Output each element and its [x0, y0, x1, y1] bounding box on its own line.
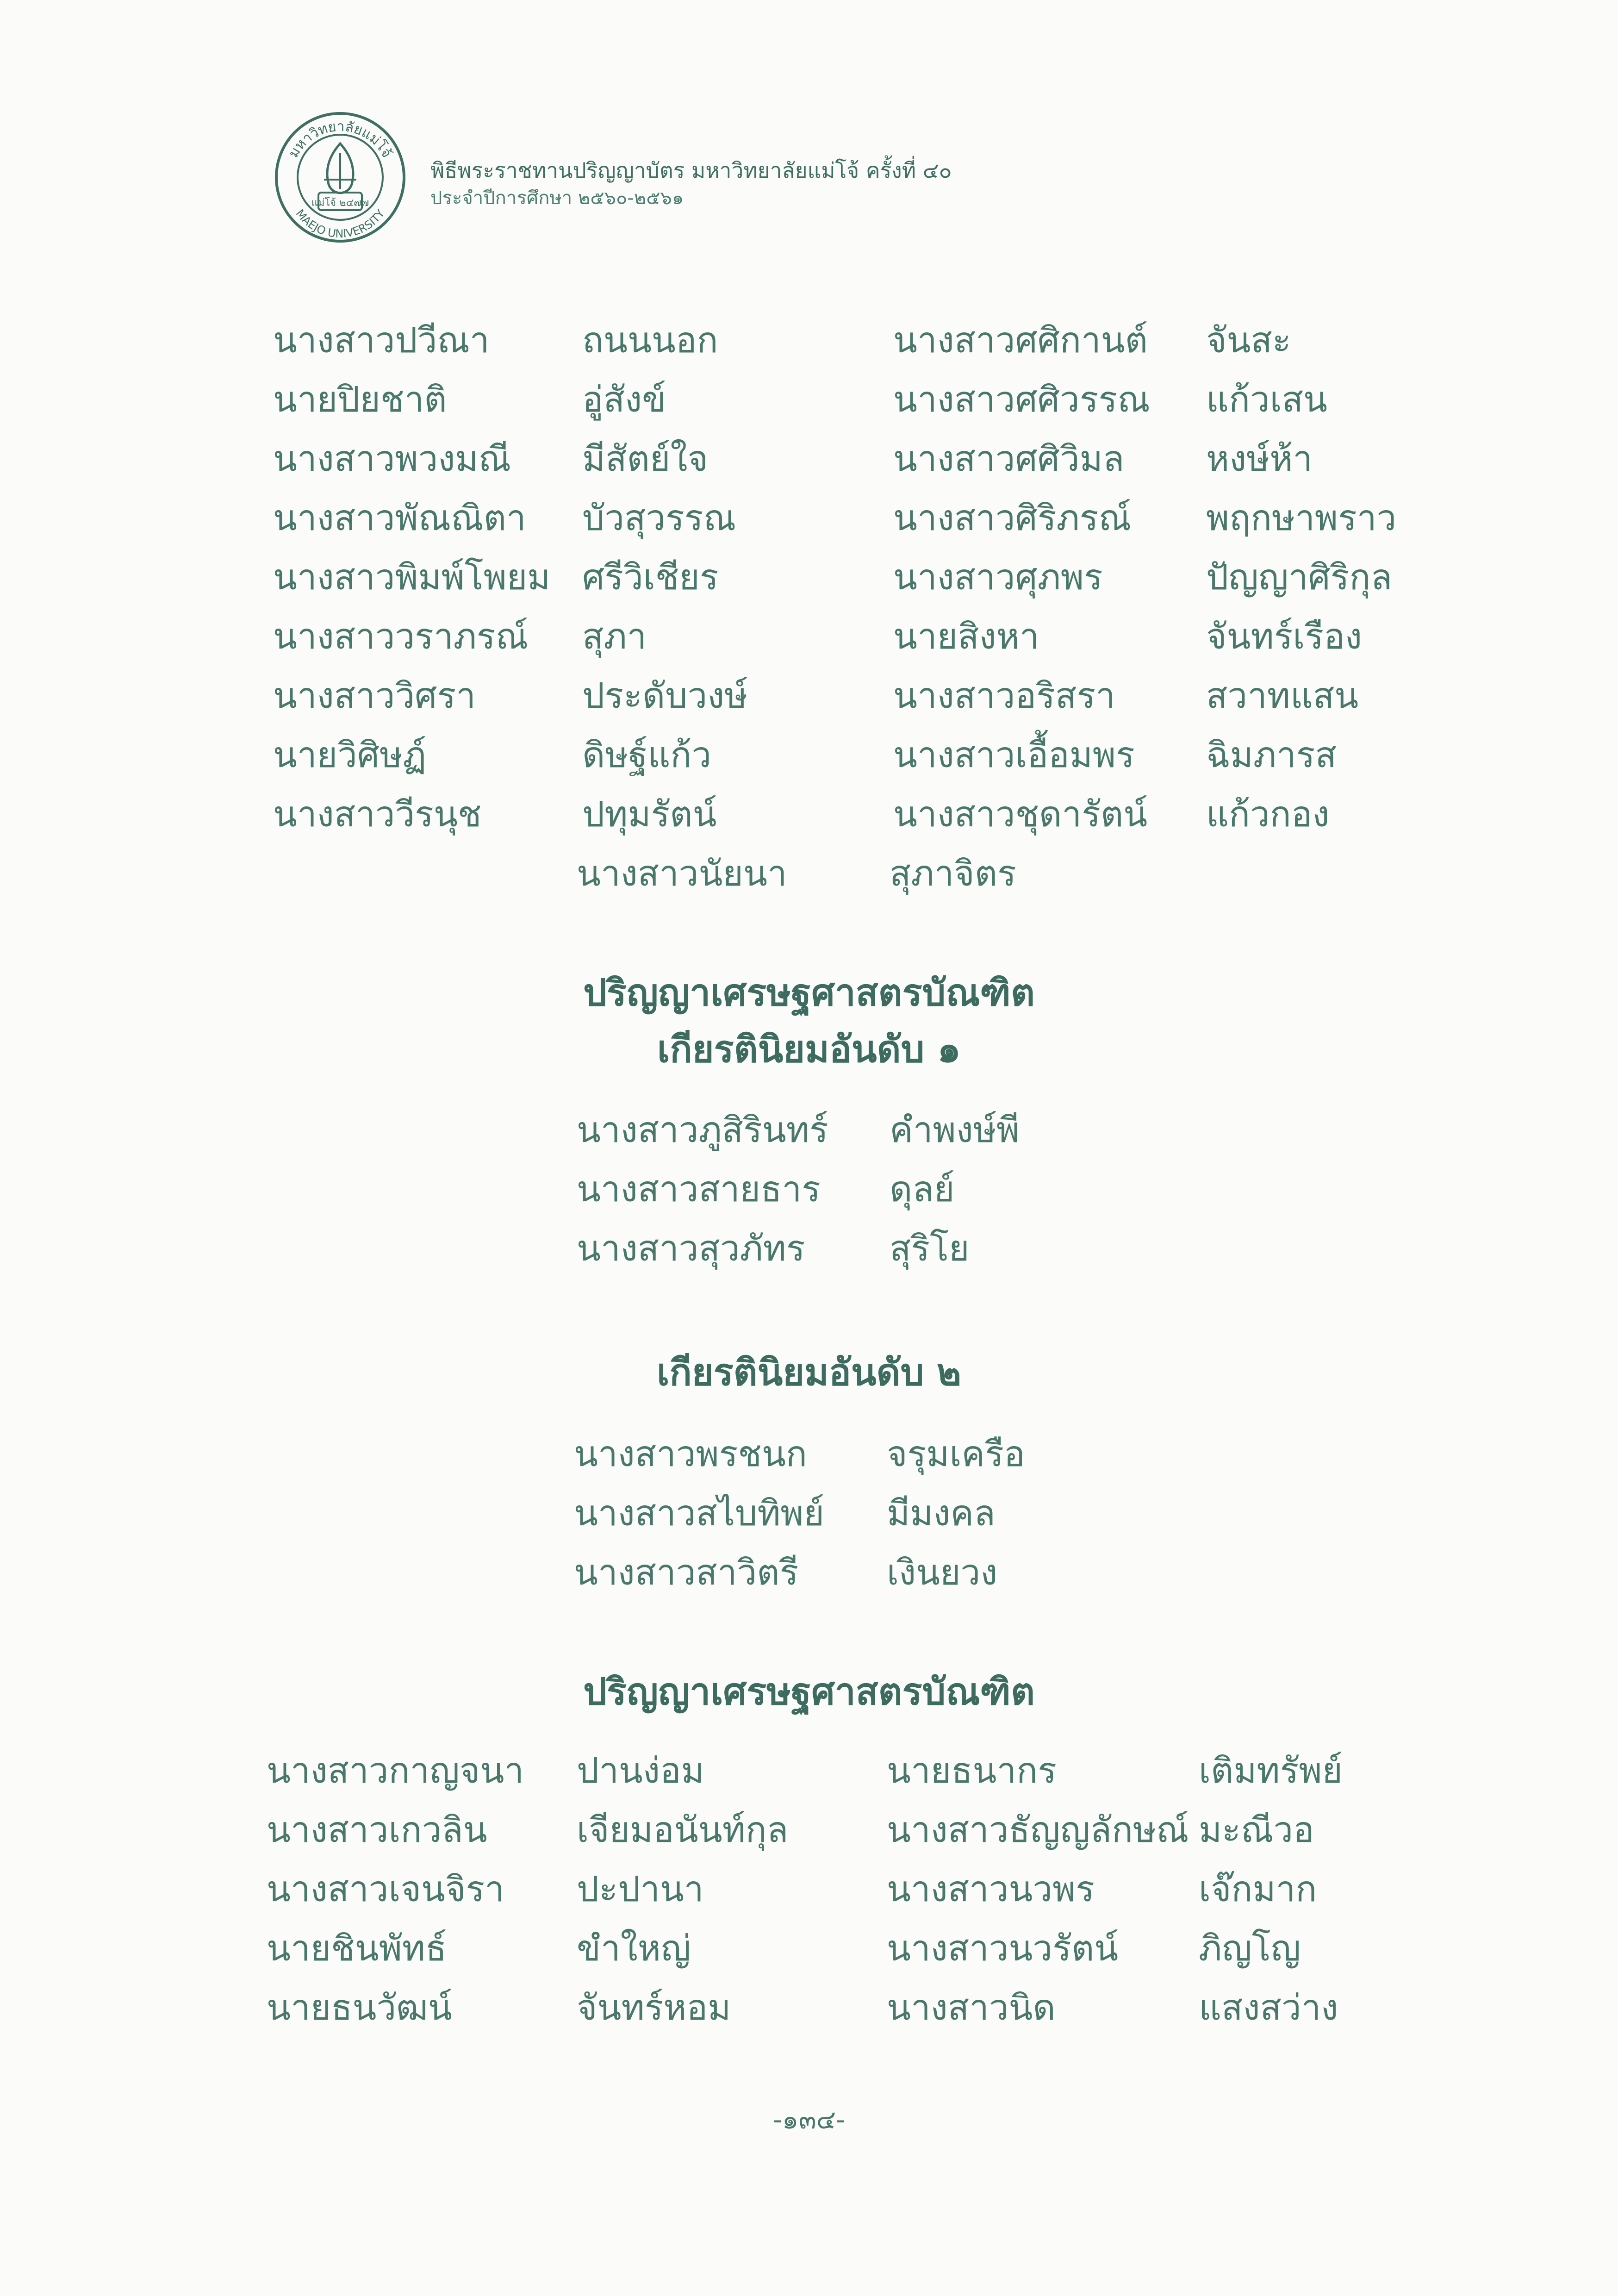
last-name: สุภาจิตร	[890, 853, 1016, 894]
first-name: นางสาวสายธาร	[577, 1168, 821, 1210]
first-name: นางสาวนิด	[887, 1987, 1056, 2028]
first-name: นางสาวกาญจนา	[267, 1750, 524, 1791]
first-name: นางสาวพรชนก	[574, 1433, 807, 1474]
first-name: นายธนากร	[887, 1750, 1057, 1791]
last-name: หงษ์ห้า	[1206, 438, 1313, 479]
last-name: มะณีวอ	[1199, 1809, 1314, 1850]
last-name: ศรีวิเชียร	[582, 556, 719, 598]
last-name: เจียมอนันท์กุล	[577, 1809, 789, 1850]
last-name: ภิญโญ	[1199, 1928, 1301, 1969]
university-seal-icon	[273, 110, 407, 244]
seal-bottom-text: MAEJO UNIVERSITY	[293, 207, 387, 241]
last-name: ดิษฐ์แก้ว	[582, 734, 712, 775]
first-name: นางสาวสาวิตรี	[574, 1552, 799, 1593]
first-name: นางสาวอริสรา	[893, 675, 1115, 716]
first-name: นางสาวศุภพร	[893, 556, 1103, 598]
last-name: เงินยวง	[887, 1552, 998, 1593]
first-name: นางสาวพัณณิตา	[273, 497, 526, 538]
last-name: จันทร์หอม	[577, 1987, 731, 2028]
last-name: ปัญญาศิริกุล	[1206, 556, 1393, 598]
first-name: นางสาวเอื้อมพร	[893, 734, 1135, 775]
last-name: มีสัตย์ใจ	[582, 438, 709, 479]
last-name: ฉิมภารส	[1206, 734, 1337, 775]
honors-heading-2: เกียรตินิยมอันดับ ๒	[657, 1351, 961, 1394]
first-name: นางสาววราภรณ์	[273, 616, 529, 657]
seal-top-text: มหาวิทยาลัยแม่โจ้	[285, 118, 395, 161]
page-number: -๑๓๔-	[772, 2105, 846, 2135]
last-name: เติมทรัพย์	[1199, 1750, 1343, 1791]
last-name: จรุมเครือ	[887, 1433, 1025, 1474]
first-name: นางสาวภูสิรินทร์	[577, 1109, 828, 1150]
last-name: เจ๊กมาก	[1199, 1868, 1317, 1909]
academic-year: ประจำปีการศึกษา ๒๕๖๐-๒๕๖๑	[430, 187, 684, 209]
ceremony-title: พิธีพระราชทานปริญญาบัตร มหาวิทยาลัยแม่โจ้ ครั้งที่ ๔๐	[430, 158, 952, 183]
last-name: บัวสุวรรณ	[582, 497, 736, 538]
first-name: นางสาวพวงมณี	[273, 438, 511, 479]
first-name: นางสาวสุวภัทร	[577, 1228, 805, 1269]
first-name: นางสาวศศิกานต์	[893, 319, 1148, 361]
first-name: นางสาวนัยนา	[577, 853, 787, 894]
last-name: สุภา	[582, 616, 647, 657]
last-name: แก้วกอง	[1206, 793, 1330, 835]
honors-heading-1: เกียรตินิยมอันดับ ๑	[657, 1028, 961, 1071]
first-name: นางสาวศศิวรรณ	[893, 379, 1150, 420]
last-name: อู่สังข์	[582, 379, 666, 420]
document-header	[273, 110, 1291, 249]
last-name: ปานง่อม	[577, 1750, 704, 1791]
seal-inner-text: แม่โจ้ ๒๔๗๗	[311, 197, 369, 209]
first-name: นางสาวธัญญลักษณ์	[887, 1809, 1189, 1850]
first-name: นางสาวนวพร	[887, 1868, 1095, 1909]
first-name: นายสิงหา	[893, 616, 1039, 657]
last-name: จันทร์เรือง	[1206, 616, 1362, 657]
last-name: ปทุมรัตน์	[582, 793, 717, 835]
first-name: นายชินพัทธ์	[267, 1928, 447, 1969]
last-name: ประดับวงษ์	[582, 675, 748, 716]
last-name: ดุลย์	[890, 1168, 955, 1210]
first-name: นายธนวัฒน์	[267, 1987, 452, 2028]
last-name: สุริโย	[890, 1228, 970, 1269]
last-name: ขำใหญ่	[577, 1928, 691, 1969]
first-name: นางสาวศิริภรณ์	[893, 497, 1131, 538]
last-name: มีมงคล	[887, 1492, 996, 1534]
last-name: ปะปานา	[577, 1868, 704, 1909]
first-name: นายวิศิษฏ์	[273, 734, 427, 775]
first-name: นางสาววีรนุช	[273, 793, 482, 835]
first-name: นางสาวปวีณา	[273, 319, 490, 361]
first-name: นางสาวชุดารัตน์	[893, 793, 1148, 835]
degree-heading: ปริญญาเศรษฐศาสตรบัณฑิต	[583, 1670, 1035, 1713]
first-name: นางสาวเกวลิน	[267, 1809, 487, 1850]
first-name: นางสาวศศิวิมล	[893, 438, 1125, 479]
last-name: คำพงษ์พี	[890, 1109, 1020, 1150]
last-name: ถนนนอก	[582, 319, 718, 361]
last-name: แก้วเสน	[1206, 379, 1327, 420]
first-name: นางสาววิศรา	[273, 675, 476, 716]
last-name: จันสะ	[1206, 319, 1291, 361]
header-text	[430, 156, 952, 212]
first-name: นางสาวสไบทิพย์	[574, 1492, 825, 1534]
first-name: นางสาวพิมพ์โพยม	[273, 556, 551, 598]
last-name: แสงสว่าง	[1199, 1987, 1338, 2028]
first-name: นายปิยชาติ	[273, 379, 447, 420]
last-name: พฤกษาพราว	[1206, 497, 1397, 538]
first-name: นางสาวเจนจิรา	[267, 1868, 504, 1909]
degree-heading: ปริญญาเศรษฐศาสตรบัณฑิต	[583, 971, 1035, 1014]
last-name: สวาทแสน	[1206, 675, 1359, 716]
svg-text:MAEJO UNIVERSITY	[293, 207, 387, 240]
first-name: นางสาวนวรัตน์	[887, 1928, 1119, 1969]
